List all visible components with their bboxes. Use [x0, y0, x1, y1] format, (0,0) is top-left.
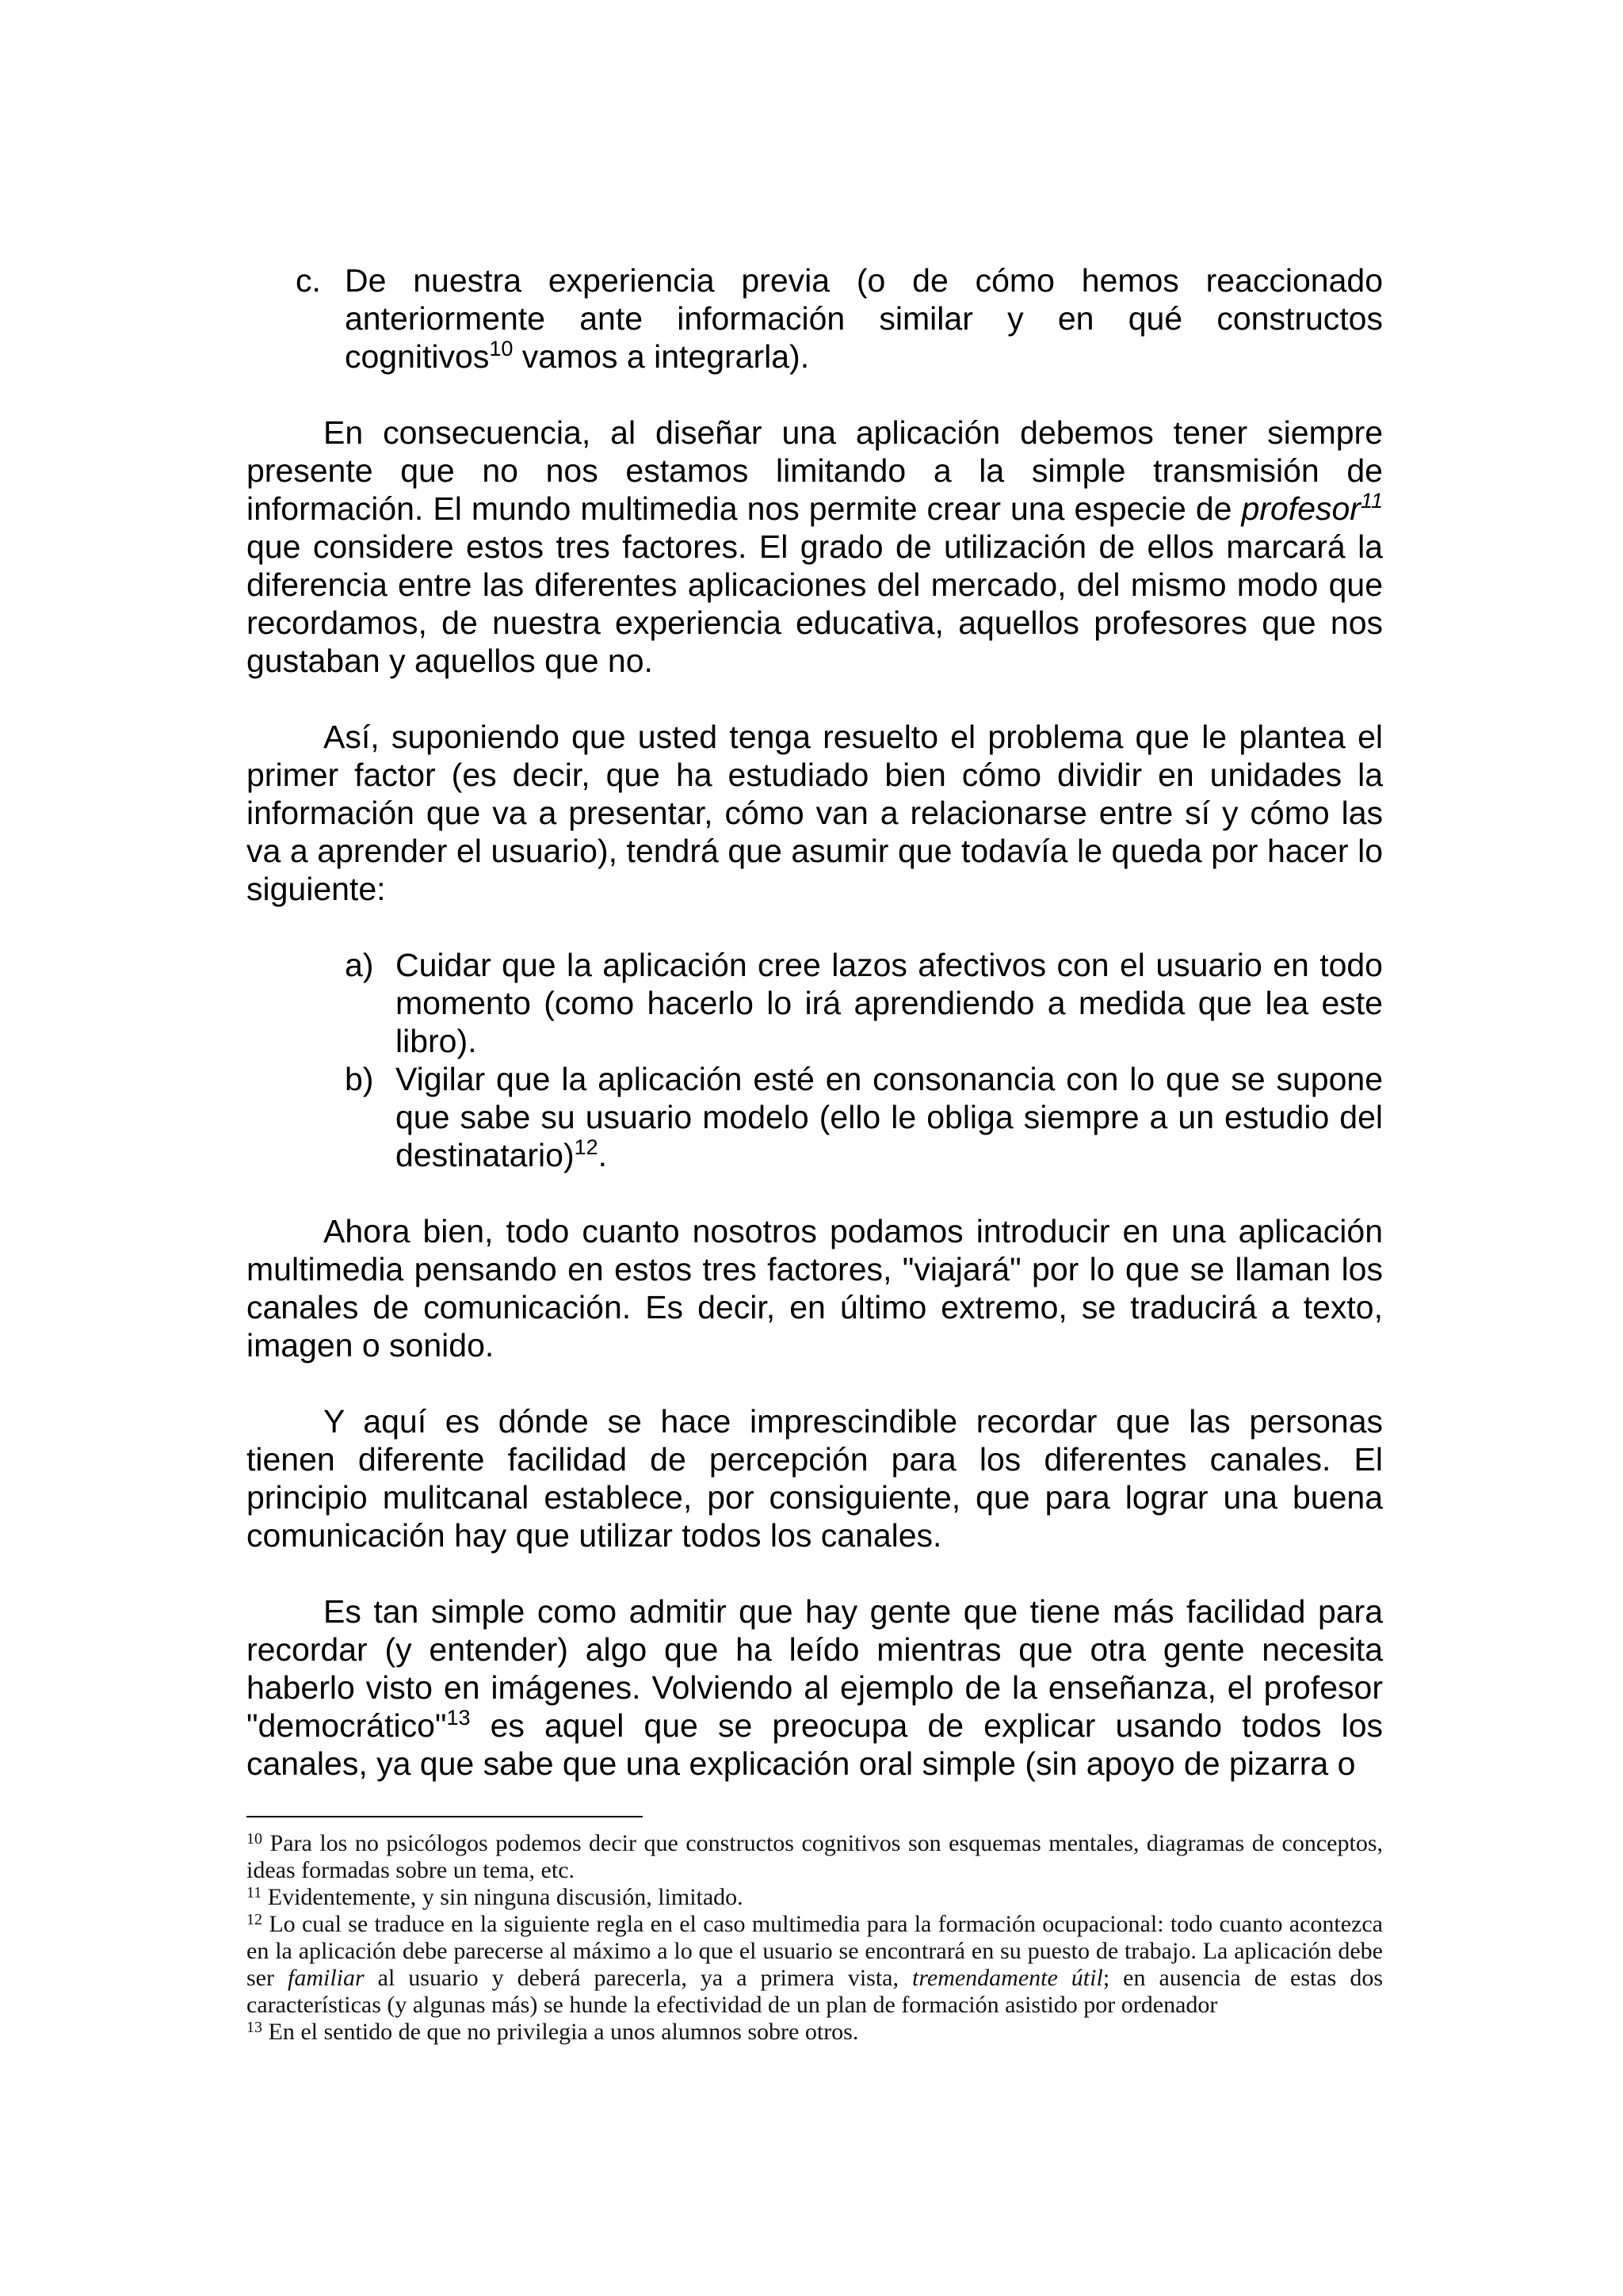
paragraph-4: Y aquí es dónde se hace imprescindible recordar que las personas tienen diferente facilidad de percepción para los diferentes canales. El principio mulitcanal establece, por consiguiente, que para lograr una buena comunicación hay que utilizar todos los canales.: [246, 1403, 1383, 1554]
footnote-ref-11-number: 11: [1360, 489, 1383, 513]
list-marker-c: c.: [296, 262, 321, 299]
paragraph-5-text-b: es aquel que se preocupa de explicar usando todos los canales, ya que sabe que una explicación oral simple (sin apoyo de pizarra o: [246, 1707, 1383, 1782]
footnote-ref-13[interactable]: 13: [446, 1706, 471, 1730]
list-item-b-text: Vigilar que la aplicación esté en consonancia con lo que se supone que sabe su usuario modelo (ello le obliga siempre a un estudio del destinatario): [395, 1061, 1383, 1173]
footnote-12-text-c: ; en ausencia de estas dos características (y algunas más) se hunde la efectividad de un plan de formación asistido por ordenador: [246, 1965, 1384, 2018]
footnote-12-italic-b: tremendamente útil: [911, 1965, 1103, 1991]
paragraph-2: Así, suponiendo que usted tenga resuelto el problema que le plantea el primer factor (es decir, que ha estudiado bien cómo dividir en unidades la información que va a presentar, cómo van a relacionarse entre sí y cómo las va a aprender el usuario), tendrá que asumir que todavía le queda por hacer lo siguiente:: [246, 719, 1383, 907]
footnote-ref-11[interactable]: [1361, 489, 1383, 513]
footnote-10-number: 10: [246, 1830, 262, 1848]
paragraph-1-text-b: que considere estos tres factores. El grado de utilización de ellos marcará la diferencia entre las diferentes aplicaciones del mercado, del mismo modo que recordamos, de nuestra experiencia educativa, aquellos profesores que nos gustaban y aquellos que no.: [246, 528, 1383, 679]
footnote-separator: [246, 1816, 643, 1817]
footnote-12-text-b: al usuario y deberá parecerla, ya a primera vista,: [364, 1965, 912, 1991]
footnotes: [246, 1830, 1383, 2046]
paragraph-1-text-a: En consecuencia, al diseñar una aplicación debemos tener siempre presente que no nos estamos limitando a la simple transmisión de información. El mundo multimedia nos permite crear una especie de: [246, 414, 1383, 527]
paragraph-3: Ahora bien, todo cuanto nosotros podamos introducir en una aplicación multimedia pensando en estos tres factores, "viajará" por lo que se llaman los canales de comunicación. Es decir, en último extremo, se traducirá a texto, imagen o sonido.: [246, 1213, 1383, 1363]
footnote-12: [246, 1911, 1383, 2019]
list-marker-b: b): [345, 1061, 374, 1097]
footnote-10: [246, 1830, 1383, 1884]
footnote-ref-10[interactable]: 10: [489, 337, 514, 360]
paragraph-5-text-a: Es tan simple como admitir que hay gente que tiene más facilidad para recordar (y entender) algo que ha leído mientras que otra gente necesita haberlo visto en imágenes. Volviendo al ejemplo de la enseñanza, el profesor "democrático": [246, 1593, 1383, 1744]
footnote-12-text-a: Lo cual se traduce en la siguiente regla en el caso multimedia para la formación ocupacional: todo cuanto acontezca en la aplicación debe parecerse al máximo a lo que el usuario se encontrará en su puesto de trabajo. La aplicación debe ser: [246, 1911, 1383, 1991]
paragraph-1-italic: profesor: [1241, 490, 1361, 527]
list-item-a: [246, 946, 1383, 1060]
list-item-b: [246, 1060, 1383, 1174]
footnote-13-number: 13: [246, 2019, 262, 2036]
footnote-11-number: 11: [246, 1884, 262, 1901]
list-marker-a: a): [345, 947, 374, 983]
footnote-11-text: Evidentemente, y sin ninguna discusión, limitado.: [262, 1884, 743, 1910]
footnote-10-text: Para los no psicólogos podemos decir que constructos cognitivos son esquemas mentales, diagramas de conceptos, ideas formadas sobre un tema, etc.: [246, 1830, 1383, 1883]
list-item-a-text: Cuidar que la aplicación cree lazos afectivos con el usuario en todo momento (como hacerlo lo irá aprendiendo a medida que lea este libro).: [395, 947, 1383, 1059]
footnote-12-italic-a: familiar: [287, 1965, 365, 1991]
list-item-c-text-end: vamos a integrarla).: [513, 338, 810, 375]
body-text: [246, 261, 1383, 1821]
list-item-c-text: De nuestra experiencia previa (o de cómo hemos reaccionado anteriormente ante información similar y en qué constructos cognitivos: [345, 262, 1383, 375]
paragraph-5: [246, 1592, 1383, 1783]
footnote-11: [246, 1884, 1383, 1911]
footnote-12-number: 12: [246, 1911, 262, 1928]
paragraph-1: [246, 414, 1383, 680]
footnote-13-text: En el sentido de que no privilegia a unos alumnos sobre otros.: [262, 2019, 859, 2045]
footnote-13: [246, 2019, 1383, 2046]
footnote-ref-12[interactable]: 12: [574, 1135, 598, 1159]
alpha-list: [246, 946, 1383, 1174]
list-item-b-tail: .: [598, 1137, 608, 1173]
list-item-c: [246, 261, 1383, 376]
